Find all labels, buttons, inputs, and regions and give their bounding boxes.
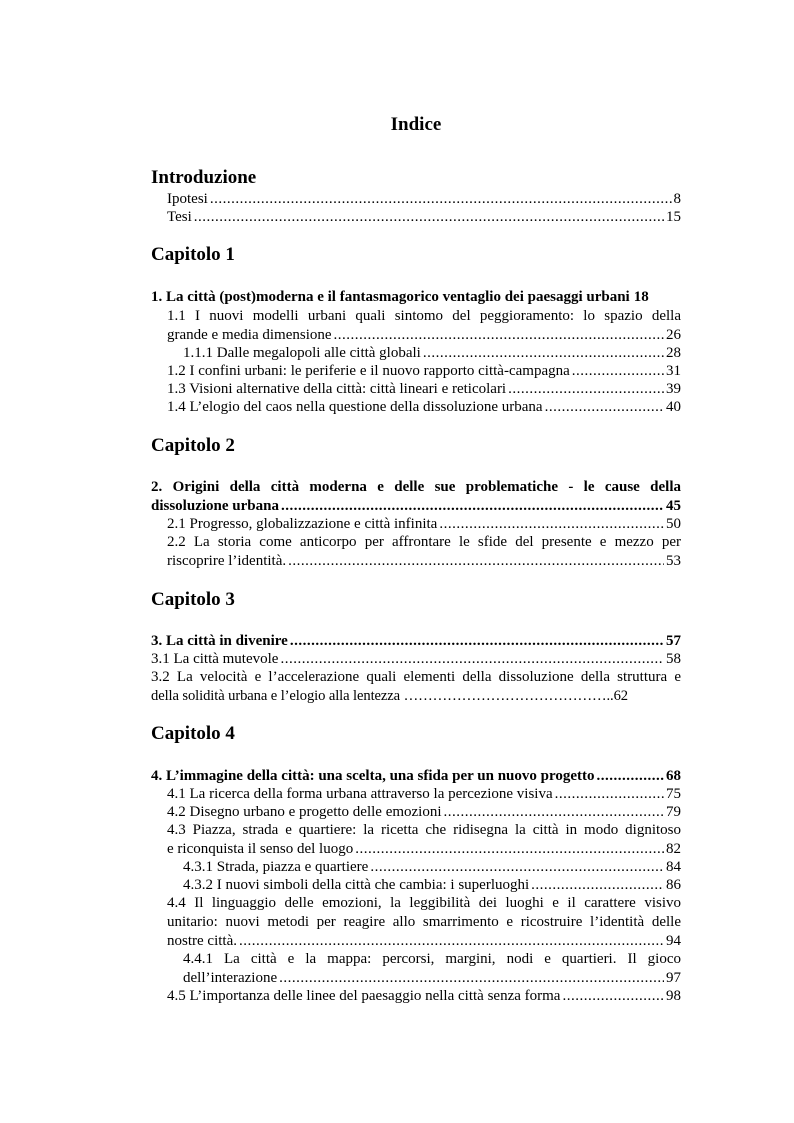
toc-entry-3-2-line2: della solidità urbana e l’elogio alla lentezza ……………………………………..62 xyxy=(151,688,629,704)
toc-leader-dots xyxy=(288,552,664,571)
toc-entry-page: 53 xyxy=(666,553,681,569)
toc-entry-label: Tesi xyxy=(167,209,192,225)
toc-entry-label: e riconquista il senso del luogo xyxy=(167,841,354,857)
toc-entry-label: nostre città. xyxy=(167,933,237,949)
toc-entry-page: 94 xyxy=(666,933,681,949)
toc-entry-1-1-1 xyxy=(183,344,681,363)
toc-entry-4-5 xyxy=(167,987,681,1006)
chapter-heading-1: Capitolo 1 xyxy=(151,244,235,265)
toc-entry-4-4-line2: unitario: nuovi metodi per reagire allo smarrimento e ricostruire l’identità delle xyxy=(167,914,681,930)
toc-entry-3-1 xyxy=(151,650,681,669)
toc-entry-page: 31 xyxy=(666,363,681,379)
toc-title: Indice xyxy=(390,114,442,135)
toc-entry-4-3 xyxy=(167,840,681,859)
toc-entry-page: 40 xyxy=(666,399,681,415)
toc-entry-page: 39 xyxy=(666,381,681,397)
toc-entry-label: 1. La città (post)moderna e il fantasmagorico ventaglio dei paesaggi urbani xyxy=(151,289,630,305)
toc-entry-1-4 xyxy=(167,398,681,417)
toc-entry-chapter-1 xyxy=(151,288,681,307)
toc-entry-2-1 xyxy=(167,515,681,534)
toc-leader-dots xyxy=(597,767,664,786)
toc-entry-1-3 xyxy=(167,380,681,399)
toc-leader-dots xyxy=(290,632,664,651)
toc-leader-dots xyxy=(239,932,664,951)
toc-leader-dots xyxy=(508,380,664,399)
toc-entry-label: 3. La città in divenire xyxy=(151,633,288,649)
toc-leader-dots xyxy=(370,858,664,877)
toc-entry-1-1 xyxy=(167,326,681,345)
toc-entry-4-4-1-line1: 4.4.1 La città e la mappa: percorsi, margini, nodi e quartieri. Il gioco xyxy=(183,951,681,967)
toc-entry-1-2 xyxy=(167,362,681,381)
toc-leader-dots xyxy=(281,497,664,516)
section-heading-introduzione: Introduzione xyxy=(151,167,257,188)
toc-entry-1-1-line1: 1.1 I nuovi modelli urbani quali sintomo del peggioramento: lo spazio della xyxy=(167,308,681,324)
toc-leader-dots xyxy=(194,208,664,227)
toc-entry-label: 1.2 I confini urbani: le periferie e il nuovo rapporto città-campagna xyxy=(167,363,570,379)
toc-entry-page: 57 xyxy=(666,633,681,649)
toc-entry-label: 3.1 La città mutevole xyxy=(151,651,279,667)
toc-entry-label: 4.5 L’importanza delle linee del paesaggio nella città senza forma xyxy=(167,988,561,1004)
toc-leader-dots xyxy=(555,785,664,804)
toc-leader-dots xyxy=(210,190,672,209)
toc-leader-dots xyxy=(545,398,664,417)
toc-entry-label: 4.1 La ricerca della forma urbana attraverso la percezione visiva xyxy=(167,786,553,802)
toc-entry-4-4-1 xyxy=(183,969,681,988)
toc-leader-dots xyxy=(531,876,664,895)
toc-entry-page: 58 xyxy=(666,651,681,667)
toc-leader-dots xyxy=(279,969,664,988)
toc-entry-tesi xyxy=(167,208,681,227)
toc-entry-page: 15 xyxy=(666,209,681,225)
toc-leader-dots xyxy=(423,344,664,363)
toc-entry-page: 8 xyxy=(673,191,681,207)
toc-entry-label: 1.4 L’elogio del caos nella questione della dissoluzione urbana xyxy=(167,399,543,415)
toc-entry-4-3-2 xyxy=(183,876,681,895)
toc-entry-4-3-1 xyxy=(183,858,681,877)
toc-entry-4-4 xyxy=(167,932,681,951)
toc-entry-page: 75 xyxy=(666,786,681,802)
toc-entry-label: 1.3 Visioni alternative della città: città lineari e reticolari xyxy=(167,381,507,397)
toc-leader-dots xyxy=(355,840,664,859)
toc-entry-label: 4.3.1 Strada, piazza e quartiere xyxy=(183,859,369,875)
toc-entry-page: 79 xyxy=(666,804,681,820)
toc-entry-4-1 xyxy=(167,785,681,804)
toc-entry-page: 86 xyxy=(666,877,681,893)
chapter-heading-2: Capitolo 2 xyxy=(151,435,235,456)
toc-entry-page: 28 xyxy=(666,345,681,361)
toc-entry-label: 4. L’immagine della città: una scelta, una sfida per un nuovo progetto xyxy=(151,768,595,784)
toc-entry-label: riscoprire l’identità. xyxy=(167,553,287,569)
toc-entry-chapter-2-line1: 2. Origini della città moderna e delle sue problematiche - le cause della xyxy=(151,479,681,495)
toc-entry-2-2-line1: 2.2 La storia come anticorpo per affrontare le sfide del presente e mezzo per xyxy=(167,534,681,550)
toc-leader-dots xyxy=(280,650,664,669)
toc-entry-page: 82 xyxy=(666,841,681,857)
toc-entry-chapter-2 xyxy=(151,497,681,516)
toc-leader-dots xyxy=(439,515,664,534)
toc-leader-dots xyxy=(572,362,664,381)
toc-entry-ipotesi xyxy=(167,190,681,209)
toc-leader-dots xyxy=(444,803,664,822)
toc-entry-4-4-line1: 4.4 Il linguaggio delle emozioni, la leggibilità dei luoghi e il carattere visivo xyxy=(167,895,681,911)
toc-entry-label: 1.1.1 Dalle megalopoli alle città globali xyxy=(183,345,421,361)
toc-entry-label: 4.2 Disegno urbano e progetto delle emozioni xyxy=(167,804,442,820)
toc-entry-page: 68 xyxy=(666,768,681,784)
chapter-heading-4: Capitolo 4 xyxy=(151,723,235,744)
toc-entry-label: dissoluzione urbana xyxy=(151,498,279,514)
toc-entry-page: 84 xyxy=(666,859,681,875)
toc-leader-dots xyxy=(562,987,664,1006)
toc-entry-label: grande e media dimensione xyxy=(167,327,332,343)
toc-entry-page: 18 xyxy=(633,289,649,305)
toc-entry-4-3-line1: 4.3 Piazza, strada e quartiere: la ricetta che ridisegna la città in modo dignitoso xyxy=(167,822,681,838)
toc-entry-4-2 xyxy=(167,803,681,822)
toc-entry-chapter-4 xyxy=(151,767,681,786)
toc-entry-2-2 xyxy=(167,552,681,571)
chapter-heading-3: Capitolo 3 xyxy=(151,589,235,610)
toc-entry-chapter-3 xyxy=(151,632,681,651)
toc-entry-page: 45 xyxy=(666,498,681,514)
toc-entry-page: 97 xyxy=(666,970,681,986)
toc-entry-page: 50 xyxy=(666,516,681,532)
toc-entry-label: dell’interazione xyxy=(183,970,278,986)
toc-leader-dots xyxy=(334,326,664,345)
toc-entry-page: 26 xyxy=(666,327,681,343)
toc-entry-label: Ipotesi xyxy=(167,191,208,207)
toc-entry-label: 2.1 Progresso, globalizzazione e città infinita xyxy=(167,516,438,532)
toc-entry-3-2-line1: 3.2 La velocità e l’accelerazione quali elementi della dissoluzione della struttura e xyxy=(151,669,681,685)
toc-entry-page: 98 xyxy=(666,988,681,1004)
toc-entry-label: 4.3.2 I nuovi simboli della città che cambia: i superluoghi xyxy=(183,877,530,893)
